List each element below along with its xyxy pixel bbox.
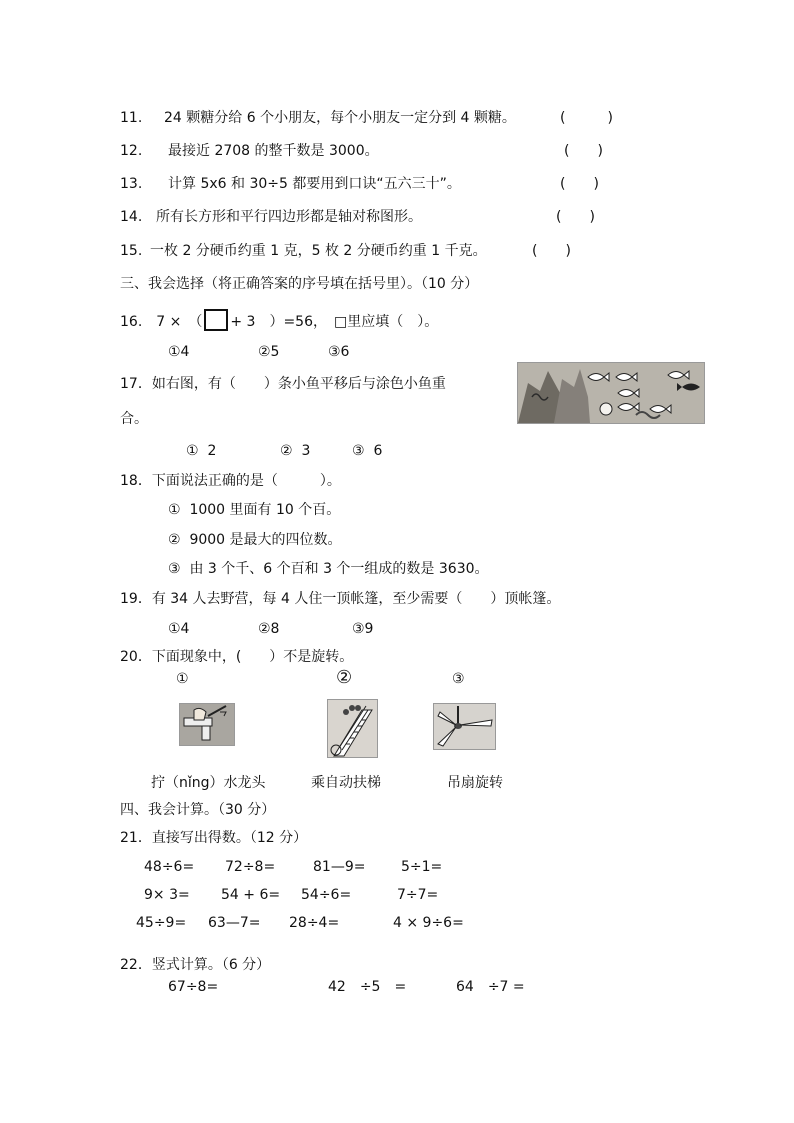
calc-item: 54 + 6= xyxy=(221,887,281,903)
calc-item: 45÷9= xyxy=(136,915,187,931)
question-16 xyxy=(120,309,438,331)
q17-stem-cont: 合。 xyxy=(120,411,148,427)
q17-stem: 17．如右图，有（ ）条小鱼平移后与涂色小鱼重 xyxy=(120,376,446,392)
calc-item: 54÷6= xyxy=(301,887,352,903)
q18-stem: 18．下面说法正确的是（ ）。 xyxy=(120,473,341,489)
answer-paren: ( ) xyxy=(556,209,595,225)
image-caption: 拧（nǐng）水龙头 xyxy=(151,775,266,791)
long-division-item: 42 ÷5 = xyxy=(328,979,407,995)
q16-stem-start: 16. 7 × （ xyxy=(120,314,203,330)
section-title: 三、我会选择（将正确答案的序号填在括号里）。（10 分） xyxy=(120,276,479,292)
tf-item-num: 14. xyxy=(120,209,143,225)
option-marker: ② xyxy=(336,667,353,688)
q20-stem: 20．下面现象中，( ）不是旋转。 xyxy=(120,649,354,665)
tf-item-num: 12. xyxy=(120,143,143,159)
ceiling-fan-image xyxy=(433,703,496,750)
long-division-item: 67÷8= xyxy=(168,979,219,995)
option-marker: ③ xyxy=(452,671,465,687)
option: ①4 xyxy=(168,344,190,360)
tf-item-text: 24 颗糖分给 6 个小朋友，每个小朋友一定分到 4 颗糖。 xyxy=(164,110,516,126)
calc-item: 5÷1= xyxy=(401,859,443,875)
faucet-image xyxy=(179,703,235,746)
long-division-item: 64 ÷7 = xyxy=(456,979,525,995)
option: ②8 xyxy=(258,621,280,637)
answer-paren: ( ) xyxy=(560,176,599,192)
option: ① 2 xyxy=(186,443,217,459)
image-caption: 吊扇旋转 xyxy=(447,775,503,791)
option: ③9 xyxy=(352,621,374,637)
q19-stem: 19．有 34 人去野营，每 4 人住一顶帐篷，至少需要（ ）顶帐篷。 xyxy=(120,591,561,607)
option: ② 9000 是最大的四位数。 xyxy=(168,532,342,548)
blank-box xyxy=(204,309,228,331)
q22-title: 22．竖式计算。（6 分） xyxy=(120,957,271,973)
calc-item: 72÷8= xyxy=(225,859,276,875)
calc-item: 9× 3= xyxy=(144,887,190,903)
calc-item: 4 × 9÷6= xyxy=(393,915,464,931)
q16-stem-end: + 3 ）=56， □里应填（ ）。 xyxy=(230,314,439,330)
tf-item-text: 计算 5x6 和 30÷5 都要用到口诀“五六三十”。 xyxy=(168,176,461,192)
answer-paren: ( ) xyxy=(532,243,571,259)
option: ①4 xyxy=(168,621,190,637)
tf-item-num: 15. xyxy=(120,243,143,259)
option: ②5 xyxy=(258,344,280,360)
escalator-image xyxy=(327,699,378,758)
option-marker: ① xyxy=(176,671,189,687)
option: ③ 6 xyxy=(352,443,383,459)
tf-item-num: 13. xyxy=(120,176,143,192)
section-title: 四、我会计算。（30 分） xyxy=(120,802,276,818)
fish-figure xyxy=(517,362,705,424)
option: ② 3 xyxy=(280,443,311,459)
tf-item-text: 一枚 2 分硬币约重 1 克，5 枚 2 分硬币约重 1 千克。 xyxy=(150,243,487,259)
q21-title: 21．直接写出得数。（12 分） xyxy=(120,830,308,846)
tf-item-text: 最接近 2708 的整千数是 3000。 xyxy=(168,143,379,159)
option: ③ 由 3 个千、6 个百和 3 个一组成的数是 3630。 xyxy=(168,561,489,577)
calc-item: 7÷7= xyxy=(397,887,439,903)
calc-item: 28÷4= xyxy=(289,915,340,931)
calc-item: 81—9= xyxy=(313,859,366,875)
answer-paren: ( ) xyxy=(560,110,613,126)
tf-item-text: 所有长方形和平行四边形都是轴对称图形。 xyxy=(156,209,422,225)
option: ① 1000 里面有 10 个百。 xyxy=(168,502,341,518)
calc-item: 48÷6= xyxy=(144,859,195,875)
option: ③6 xyxy=(328,344,350,360)
answer-paren: ( ) xyxy=(564,143,603,159)
tf-item-num: 11. xyxy=(120,110,143,126)
calc-item: 63—7= xyxy=(208,915,261,931)
image-caption: 乘自动扶梯 xyxy=(311,775,381,791)
